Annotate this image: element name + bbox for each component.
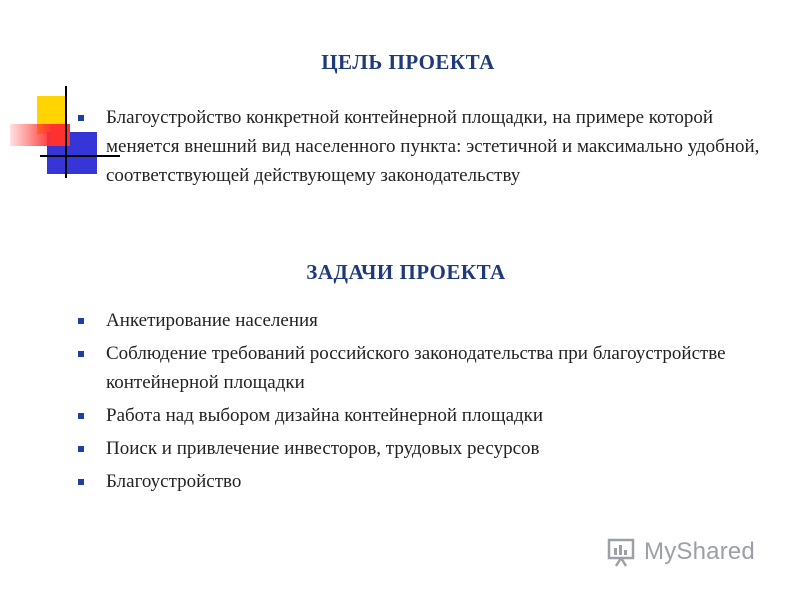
task-item [78,401,758,430]
task-item-text: Поиск и привлечение инвесторов, трудовых ресурсов [106,438,540,459]
bullet-icon [78,413,84,419]
goal-heading: ЦЕЛЬ ПРОЕКТА [321,50,495,74]
tasks-list [78,306,758,500]
task-item [78,467,758,496]
task-item-text: Соблюдение требований российского законодательства при благоустройстве контейнерной площадки [106,343,726,393]
task-item-text: Анкетирование населения [106,310,318,331]
tasks-heading: ЗАДАЧИ ПРОЕКТА [306,260,506,284]
task-item [78,339,758,397]
bullet-icon [78,479,84,485]
bullet-icon [78,115,84,121]
watermark-text: MyShared [644,538,755,565]
goal-item [78,103,778,190]
task-item [78,434,758,463]
myshared-watermark[interactable] [606,536,755,568]
bullet-icon [78,446,84,452]
bullet-icon [78,318,84,324]
deco-red-bar [10,124,70,146]
task-item-text: Благоустройство [106,471,242,492]
goal-list [78,103,778,190]
task-item-text: Работа над выбором дизайна контейнерной площадки [106,405,544,426]
goal-item-text: Благоустройство конкретной контейнерной площадки, на примере которой меняется внешний вид населенного пункта: эстетичной и максимально удобной, соответствующей действующему законодательству [106,107,760,186]
bullet-icon [78,351,84,357]
task-item [78,306,758,335]
myshared-logo-icon [606,536,638,568]
